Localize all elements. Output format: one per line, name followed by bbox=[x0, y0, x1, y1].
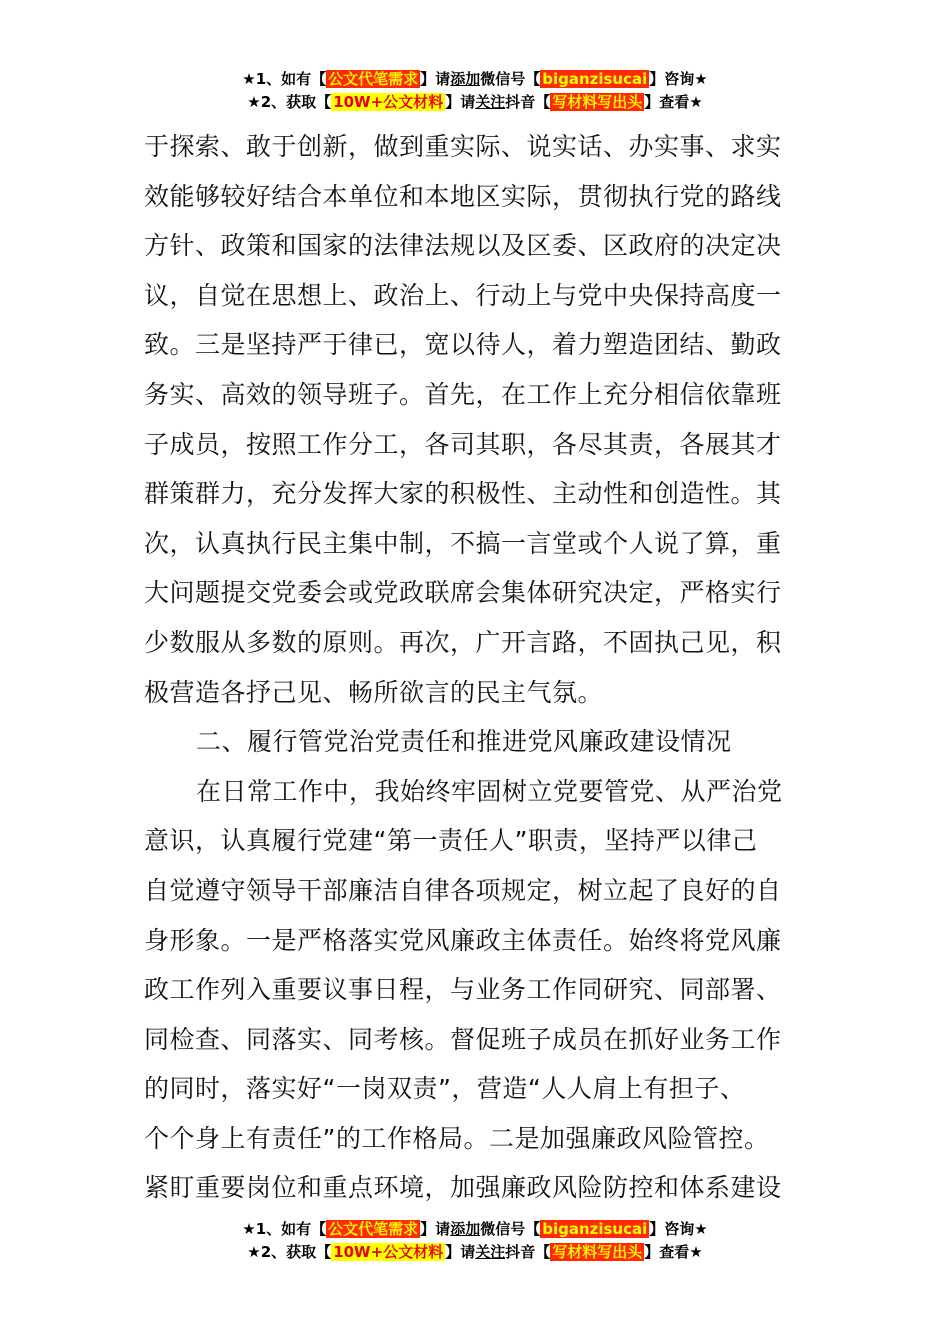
banner-emphasis: 关注 bbox=[475, 1243, 506, 1261]
banner-line-1 bbox=[0, 1218, 950, 1241]
banner-text: ★2、获取【 bbox=[247, 1243, 332, 1261]
highlight-wechat-id: biganzisucai bbox=[542, 70, 648, 88]
body-line: 议，自觉在思想上、政治上、行动上与党中央保持高度一 bbox=[144, 280, 782, 310]
banner-text: 抖音【 bbox=[505, 93, 551, 111]
banner-emphasis: 添加 bbox=[450, 1220, 481, 1238]
banner-text: 】请 bbox=[420, 1220, 451, 1238]
body-line: 意识，认真履行党建“第一责任人”职责，坚持严以律己 bbox=[144, 826, 758, 856]
body-line: 于探索、敢于创新，做到重实际、说实话、办实事、求实 bbox=[144, 132, 782, 161]
banner-text: 】请 bbox=[445, 93, 476, 111]
banner-text: 】咨询★ bbox=[649, 70, 708, 88]
banner-text: ★1、如有【 bbox=[242, 70, 327, 88]
banner-emphasis: 关注 bbox=[475, 93, 506, 111]
body-line: 政工作列入重要议事日程，与业务工作同研究、同部署、 bbox=[144, 975, 782, 1005]
document-body bbox=[144, 122, 808, 1213]
highlight-service: 公文代笔需求 bbox=[328, 70, 419, 88]
banner-text: 抖音【 bbox=[505, 1243, 551, 1261]
banner-text: 】查看★ bbox=[644, 1243, 703, 1261]
body-line: 子成员，按照工作分工，各司其职，各尽其责，各展其才 bbox=[144, 429, 782, 459]
highlight-douyin: 写材料写出头 bbox=[552, 93, 643, 111]
banner-text: 】查看★ bbox=[644, 93, 703, 111]
body-line: 致。三是坚持严于律已，宽以待人，着力塑造团结、勤政 bbox=[144, 330, 782, 360]
body-line: 同检查、同落实、同考核。督促班子成员在抓好业务工作 bbox=[144, 1024, 782, 1054]
banner-text: 微信号【 bbox=[480, 70, 541, 88]
header-banner bbox=[0, 68, 950, 114]
body-line: 极营造各抒己见、畅所欲言的民主气氛。 bbox=[144, 677, 604, 707]
highlight-materials: 10W+公文材料 bbox=[333, 93, 444, 111]
body-line: 效能够较好结合本单位和本地区实际，贯彻执行党的路线 bbox=[144, 181, 782, 211]
highlight-service: 公文代笔需求 bbox=[328, 1220, 419, 1238]
body-line: 紧盯重要岗位和重点环境，加强廉政风险防控和体系建设 bbox=[144, 1173, 782, 1203]
banner-text: ★1、如有【 bbox=[242, 1220, 327, 1238]
banner-text: 】请 bbox=[420, 70, 451, 88]
body-line: 务实、高效的领导班子。首先，在工作上充分相信依靠班 bbox=[144, 379, 782, 409]
paragraph-start: 在日常工作中，我始终牢固树立党要管党、从严治党 bbox=[196, 776, 783, 806]
highlight-materials: 10W+公文材料 bbox=[333, 1243, 444, 1261]
body-line: 身形象。一是严格落实党风廉政主体责任。始终将党风廉 bbox=[144, 925, 782, 955]
banner-line-2 bbox=[0, 91, 950, 114]
body-line: 的同时，落实好“一岗双责”，营造“人人肩上有担子、 bbox=[144, 1074, 746, 1104]
banner-text: ★2、获取【 bbox=[247, 93, 332, 111]
banner-text: 】请 bbox=[445, 1243, 476, 1261]
banner-line-1 bbox=[0, 68, 950, 91]
body-line: 群策群力，充分发挥大家的积极性、主动性和创造性。其 bbox=[144, 479, 782, 509]
banner-emphasis: 添加 bbox=[450, 70, 481, 88]
body-line: 次，认真执行民主集中制，不搞一言堂或个人说了算，重 bbox=[144, 528, 782, 558]
body-line: 个个身上有责任”的工作格局。二是加强廉政风险管控。 bbox=[144, 1123, 770, 1153]
banner-text: 微信号【 bbox=[480, 1220, 541, 1238]
footer-banner bbox=[0, 1218, 950, 1264]
body-line: 自觉遵守领导干部廉洁自律各项规定，树立起了良好的自 bbox=[144, 875, 782, 905]
body-line: 大问题提交党委会或党政联席会集体研究决定，严格实行 bbox=[144, 578, 782, 608]
section-heading: 二、履行管党治党责任和推进党风廉政建设情况 bbox=[196, 727, 732, 757]
highlight-douyin: 写材料写出头 bbox=[552, 1243, 643, 1261]
banner-text: 】咨询★ bbox=[649, 1220, 708, 1238]
highlight-wechat-id: biganzisucai bbox=[542, 1220, 648, 1238]
body-line: 少数服从多数的原则。再次，广开言路，不固执己见，积 bbox=[144, 627, 782, 657]
banner-line-2 bbox=[0, 1241, 950, 1264]
body-line: 方针、政策和国家的法律法规以及区委、区政府的决定决 bbox=[144, 231, 782, 261]
